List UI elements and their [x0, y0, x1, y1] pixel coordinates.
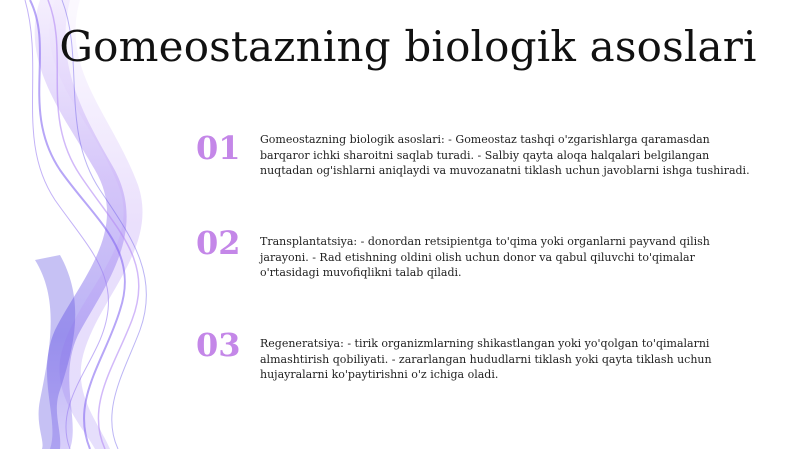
item-number: 02	[196, 224, 241, 262]
item-text: Gomeostazning biologik asoslari: - Gomeostaz tashqi o'zgarishlarga qaramasdan barqaror ichki sharoitni saqlab turadi. - Salbiy qayta aloqa halqalari belgilangan nuqtadan og'ishlarni aniqlaydi va muvozanatni tiklash uchun javoblarni ishga tushiradi.	[260, 133, 750, 177]
item-number: 01	[196, 129, 241, 167]
list-item	[196, 225, 756, 281]
item-text: Regeneratsiya: - tirik organizmlarning shikastlangan yoki yo'qolgan to'qimalarni almashtirish qobiliyati. - zararlangan hududlarni tiklash yoki qayta tiklash uchun hujayralarni ko'paytirishni o'z ichiga oladi.	[260, 337, 712, 381]
list-item	[196, 327, 756, 383]
item-text: Transplantatsiya: - donordan retsipientga to'qima yoki organlarni payvand qilish jarayoni. - Rad etishning oldini olish uchun donor va qabul qiluvchi to'qimalar o'rtasidagi muvofiqlikni talab qiladi.	[260, 235, 710, 279]
item-number: 03	[196, 326, 241, 364]
list-item	[196, 130, 756, 179]
page-title: Gomeostazning biologik asoslari	[59, 22, 757, 71]
